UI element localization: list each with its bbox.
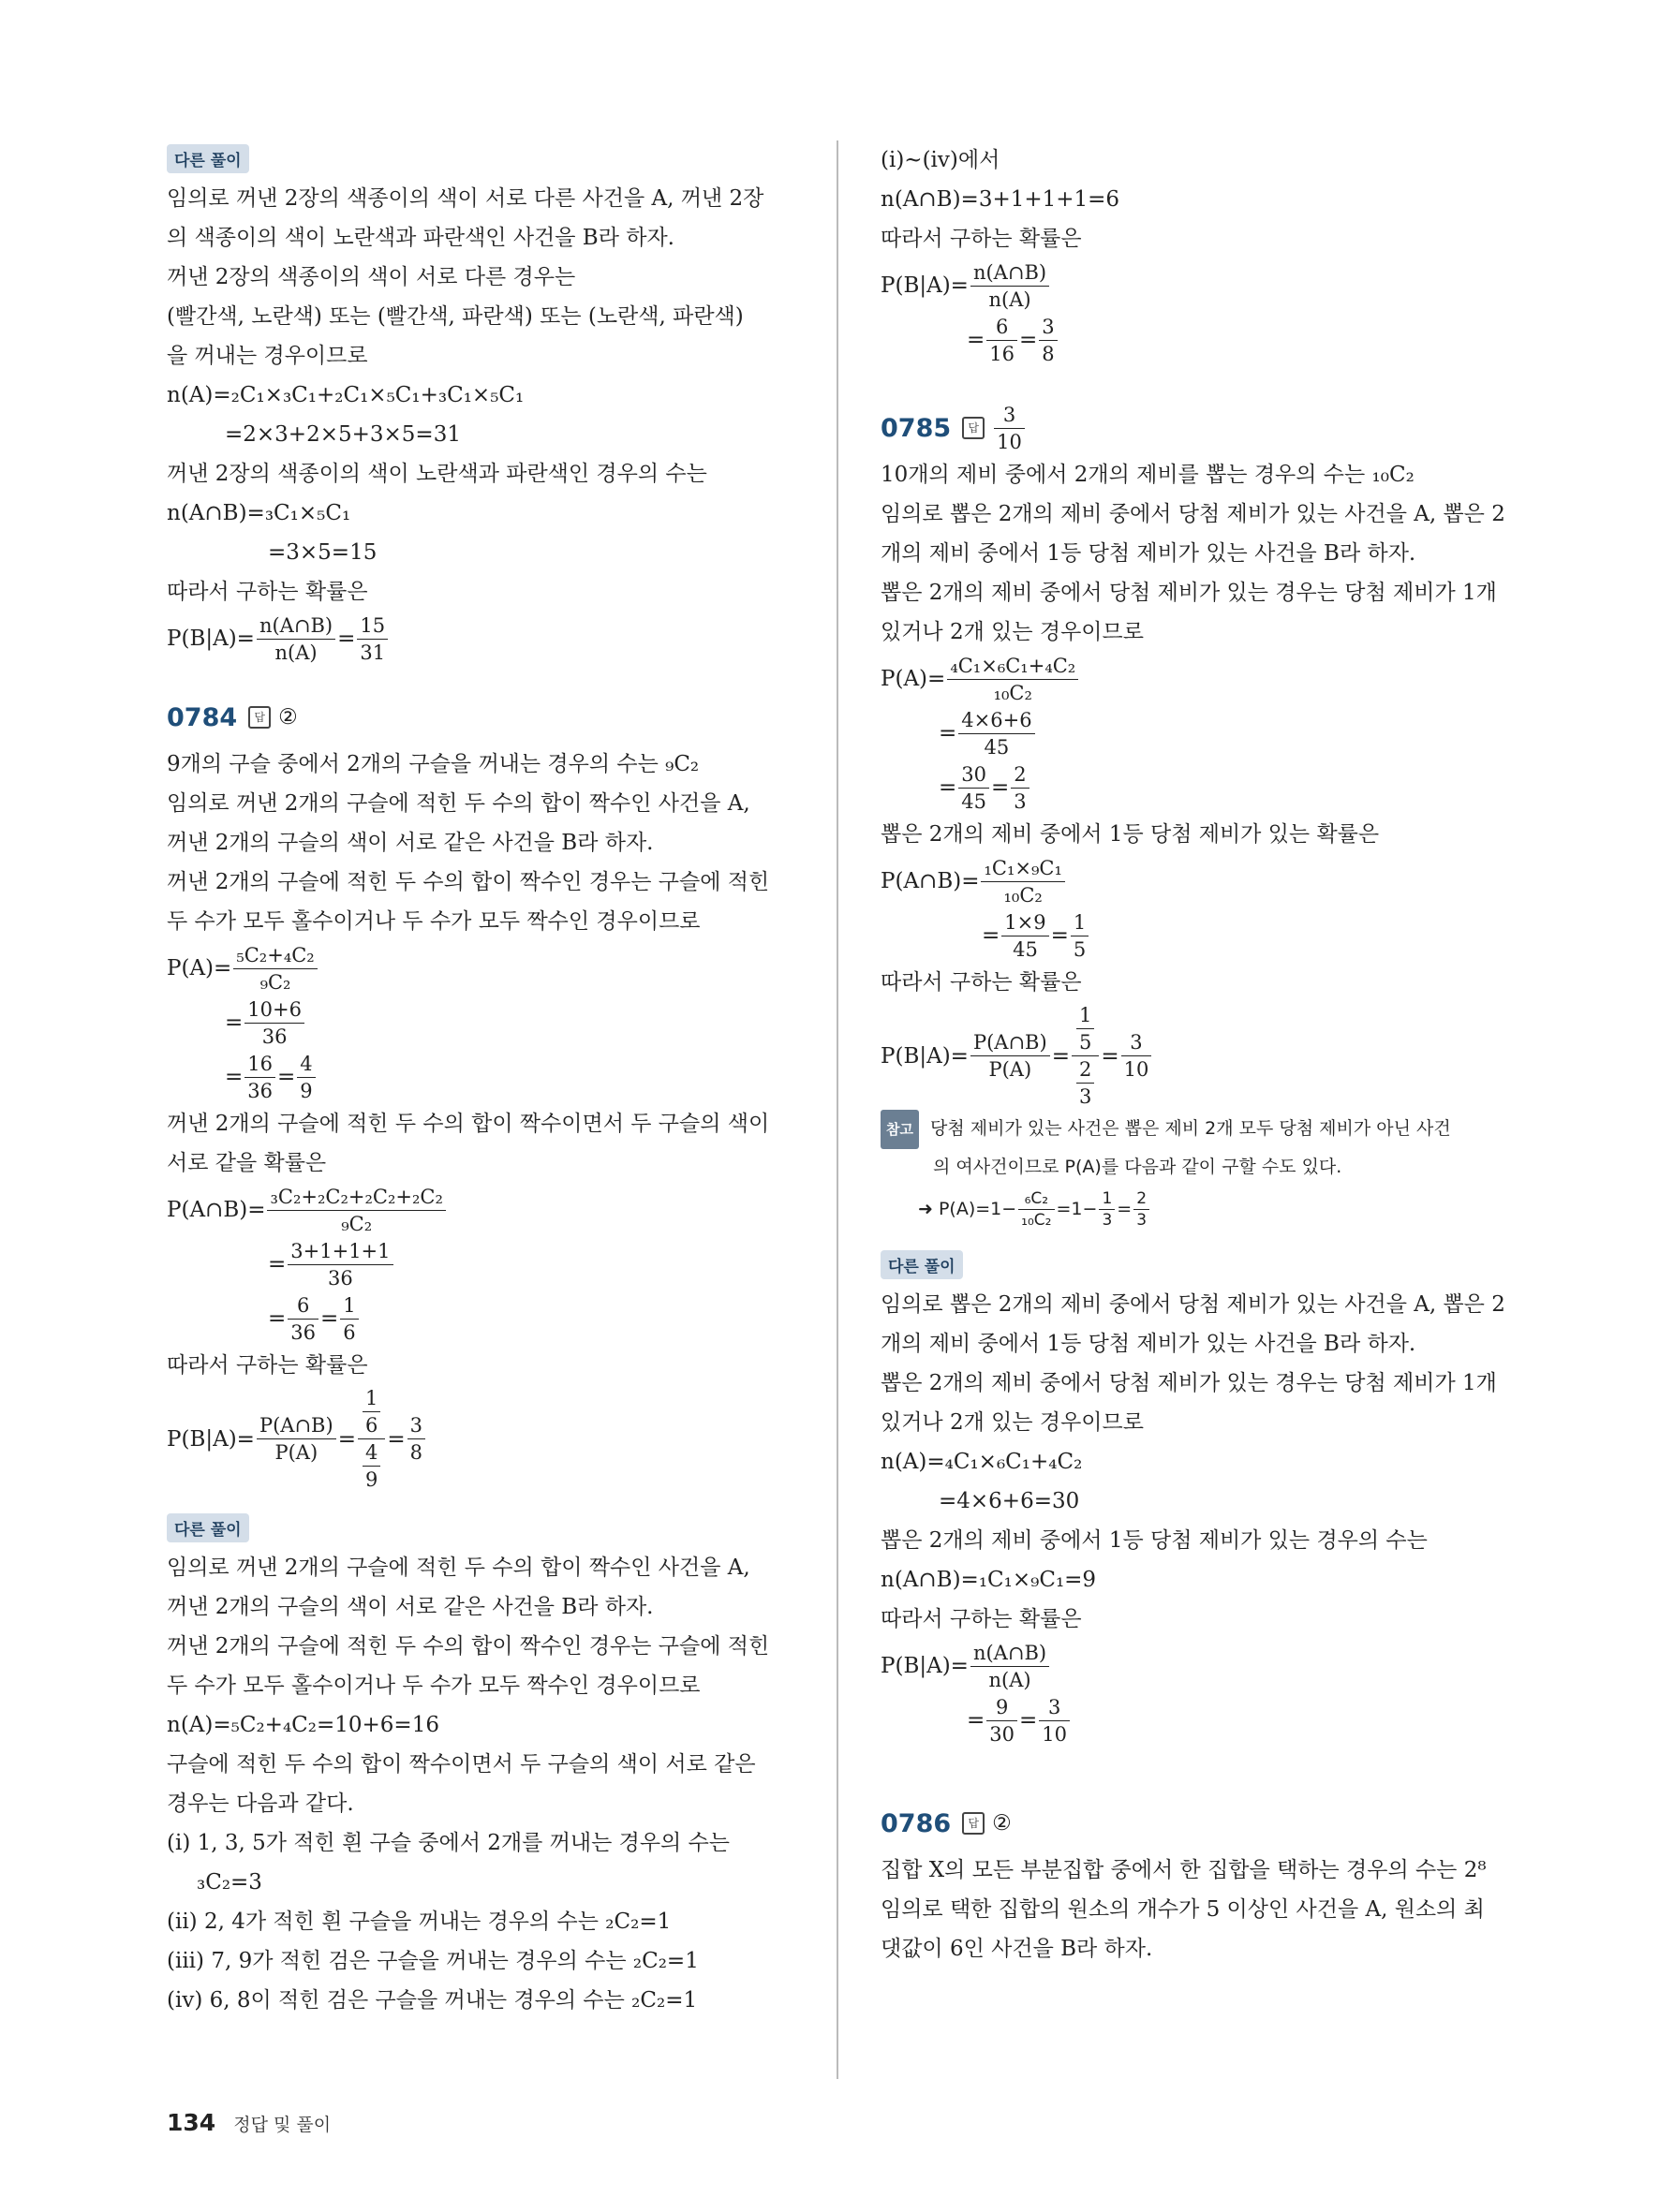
numerator: 2 — [1011, 761, 1029, 789]
equation-lhs: P(B|A)= — [881, 1654, 969, 1678]
numerator: 3 — [994, 402, 1025, 429]
numerator: 1 — [1071, 909, 1089, 936]
alt-solution-section — [881, 1246, 1518, 1747]
footer-title: 정답 및 풀이 — [233, 2115, 332, 2135]
problem-0785 — [881, 405, 1518, 1233]
fraction — [986, 1694, 1017, 1747]
equals-sign: = — [268, 1306, 287, 1331]
denominator — [1072, 1056, 1099, 1110]
equation-line: n(A)=₅C₂+₄C₂=10+6=16 — [167, 1713, 439, 1737]
fraction — [244, 1051, 275, 1104]
equation-lhs: P(B|A)= — [881, 1043, 969, 1069]
fraction — [257, 612, 335, 666]
text-line: 개의 제비 중에서 1등 당첨 제비가 있는 사건을 B라 하자. — [881, 541, 1416, 566]
continued-solution — [881, 140, 1518, 367]
pa-equation — [881, 652, 1518, 706]
fraction — [1099, 1188, 1115, 1231]
text-line: (i)~(iv)에서 — [881, 148, 1000, 172]
equals-sign: = — [1019, 328, 1038, 352]
text-line: 뽑은 2개의 제비 중에서 당첨 제비가 있는 경우는 당첨 제비가 1개 — [881, 581, 1497, 605]
reference-note — [881, 1110, 1518, 1233]
text-line: 경우는 다음과 같다. — [167, 1792, 354, 1816]
equals-sign: = — [982, 923, 1000, 948]
text-line: 집합 X의 모든 부분집합 중에서 한 집합을 택하는 경우의 수는 2⁸ — [881, 1858, 1487, 1882]
denominator: 3 — [1102, 1210, 1113, 1230]
text-line: 뽑은 2개의 제비 중에서 1등 당첨 제비가 있는 경우의 수는 — [881, 1528, 1428, 1553]
equation-line: =2×3+2×5+3×5=31 — [225, 422, 461, 447]
case-line: (ii) 2, 4가 적힌 흰 구슬을 꺼내는 경우의 수는 ₂C₂=1 — [167, 1910, 672, 1934]
numerator: 4×6+6 — [958, 707, 1034, 734]
calc-mid: =1− — [1056, 1199, 1098, 1219]
equals-sign: = — [1117, 1199, 1133, 1219]
equals-sign: = — [939, 721, 957, 745]
denominator: ₁₀C₂ — [1003, 883, 1043, 907]
text-line: 꺼낸 2개의 구슬에 적힌 두 수의 합이 짝수인 경우는 구슬에 적힌 — [167, 870, 770, 894]
fraction — [267, 1184, 445, 1237]
numerator: 1 — [340, 1292, 358, 1320]
numerator: 6 — [288, 1292, 318, 1320]
denominator: 3 — [1078, 1085, 1092, 1108]
equation-line: =3×5=15 — [268, 540, 378, 565]
equation-line: =4×6+6=30 — [939, 1489, 1080, 1513]
fraction — [986, 314, 1017, 367]
fraction — [363, 1385, 380, 1438]
answer-icon: 답 — [962, 417, 985, 439]
text-line: 꺼낸 2장의 색종이의 색이 서로 다른 경우는 — [167, 265, 576, 289]
text-line: 10개의 제비 중에서 2개의 제비를 뽑는 경우의 수는 ₁₀C₂ — [881, 463, 1415, 487]
denominator: n(A) — [274, 641, 318, 664]
fraction — [1001, 909, 1048, 963]
equation-line: ₃C₂=3 — [197, 1870, 262, 1895]
complex-fraction — [358, 1385, 385, 1493]
numerator: ₅C₂+₄C₂ — [233, 942, 317, 969]
text-line: (빨간색, 노란색) 또는 (빨간색, 파란색) 또는 (노란색, 파란색) — [167, 304, 744, 329]
fraction — [340, 1292, 358, 1346]
equals-sign: = — [337, 627, 356, 651]
numerator: 3 — [1121, 1029, 1152, 1056]
numerator: 1 — [1099, 1188, 1115, 1210]
fraction — [1018, 1188, 1054, 1231]
equation-lhs: P(A∩B)= — [881, 869, 980, 893]
text-line: 따라서 구하는 확률은 — [167, 580, 368, 604]
fraction — [363, 1439, 380, 1493]
pa-equation-step — [167, 1050, 794, 1104]
fraction — [970, 259, 1049, 313]
probability-equation — [167, 612, 794, 666]
text-line: 임의로 꺼낸 2개의 구슬에 적힌 두 수의 합이 짝수인 사건을 A, — [167, 791, 750, 816]
fraction — [1076, 1056, 1094, 1110]
equals-sign: = — [1050, 923, 1069, 948]
numerator: 1 — [363, 1385, 380, 1412]
denominator: 8 — [1042, 342, 1055, 365]
numerator: ₃C₂+₂C₂+₂C₂+₂C₂ — [267, 1184, 445, 1211]
text-line: 뽑은 2개의 제비 중에서 당첨 제비가 있는 경우는 당첨 제비가 1개 — [881, 1371, 1497, 1395]
problem-number: 0786 — [881, 1808, 952, 1838]
numerator: 3 — [1039, 1694, 1070, 1721]
fraction — [947, 653, 1078, 706]
column-divider — [837, 140, 838, 2079]
equals-sign: = — [1051, 1043, 1070, 1069]
pa-equation-step — [881, 706, 1518, 760]
equals-sign: = — [225, 1010, 244, 1035]
numerator: 2 — [1076, 1056, 1094, 1084]
text-line: 댓값이 6인 사건을 B라 하자. — [881, 1937, 1153, 1961]
text-line: 따라서 구하는 확률은 — [881, 227, 1082, 251]
fraction — [1133, 1188, 1149, 1231]
text-line: 꺼낸 2개의 구슬의 색이 서로 같은 사건을 B라 하자. — [167, 1595, 654, 1619]
fraction — [244, 996, 304, 1050]
text-line: 임의로 뽑은 2개의 제비 중에서 당첨 제비가 있는 사건을 A, 뽑은 2 — [881, 1292, 1505, 1317]
denominator: ₉C₂ — [341, 1212, 373, 1235]
denominator: 31 — [360, 641, 386, 664]
denominator: n(A) — [988, 1668, 1031, 1691]
left-column — [167, 140, 794, 2020]
fraction — [958, 761, 989, 815]
fraction — [970, 1029, 1050, 1083]
denominator: P(A) — [988, 1058, 1032, 1081]
text-line: 임의로 택한 집합의 원소의 개수가 5 이상인 사건을 A, 원소의 최 — [881, 1897, 1485, 1922]
pab-equation-step — [167, 1291, 794, 1346]
equation-line: n(A)=₂C₁×₃C₁+₂C₁×₅C₁+₃C₁×₅C₁ — [167, 383, 525, 407]
denominator — [358, 1439, 385, 1493]
denominator: 3 — [1014, 789, 1027, 813]
numerator: 2 — [1133, 1188, 1149, 1210]
denominator: 8 — [409, 1441, 422, 1464]
pa-equation-step — [881, 760, 1518, 815]
numerator: P(A∩B) — [970, 1029, 1050, 1056]
fraction — [1039, 1694, 1070, 1747]
equals-sign: = — [337, 1426, 356, 1452]
denominator: 3 — [1136, 1210, 1148, 1230]
text-line: 꺼낸 2장의 색종이의 색이 노란색과 파란색인 경우의 수는 — [167, 462, 707, 486]
numerator: ₆C₂ — [1018, 1188, 1054, 1210]
equation-lhs: P(A)= — [881, 667, 946, 691]
numerator: 10+6 — [244, 996, 304, 1024]
fraction — [970, 1640, 1049, 1693]
denominator: 36 — [328, 1266, 353, 1290]
text-line: 따라서 구하는 확률은 — [881, 970, 1082, 995]
denominator: 36 — [290, 1320, 317, 1344]
answer-icon: 답 — [962, 1812, 985, 1835]
denominator: 10 — [1042, 1722, 1068, 1746]
equals-sign: = — [277, 1065, 296, 1089]
equation-line: n(A∩B)=₃C₁×₅C₁ — [167, 501, 351, 525]
equation-lhs: P(B|A)= — [167, 1426, 255, 1452]
denominator: 30 — [989, 1722, 1015, 1746]
denominator: 6 — [364, 1414, 378, 1437]
denominator: ₁₀C₂ — [1021, 1210, 1052, 1230]
text-line: 꺼낸 2개의 구슬에 적힌 두 수의 합이 짝수인 경우는 구슬에 적힌 — [167, 1634, 770, 1659]
pab-equation — [881, 854, 1518, 908]
denominator: 9 — [300, 1079, 313, 1102]
equation-line: n(A∩B)=3+1+1+1=6 — [881, 187, 1120, 212]
numerator: n(A∩B) — [970, 1640, 1049, 1667]
fraction — [407, 1412, 425, 1466]
text-line: 9개의 구슬 중에서 2개의 구슬을 꺼내는 경우의 수는 ₉C₂ — [167, 752, 700, 776]
equals-sign: = — [967, 1708, 985, 1733]
text-line: 을 꺼내는 경우이므로 — [167, 344, 368, 368]
note-calculation — [881, 1185, 1518, 1233]
equals-sign: = — [320, 1306, 339, 1331]
equals-sign: = — [225, 1065, 244, 1089]
text-line: 두 수가 모두 홀수이거나 두 수가 모두 짝수인 경우이므로 — [167, 909, 701, 934]
denominator: 6 — [343, 1320, 356, 1344]
alt-solution-badge: 다른 풀이 — [881, 1250, 963, 1279]
equation-lhs: P(B|A)= — [881, 273, 969, 298]
probability-equation — [881, 258, 1518, 313]
text-line: 임의로 꺼낸 2개의 구슬에 적힌 두 수의 합이 짝수인 사건을 A, — [167, 1556, 750, 1580]
fraction — [257, 1412, 336, 1466]
denominator: 45 — [961, 789, 987, 813]
numerator: 1×9 — [1001, 909, 1048, 936]
equals-sign: = — [1101, 1043, 1119, 1069]
problem-header — [881, 405, 1518, 451]
denominator: ₉C₂ — [259, 970, 291, 994]
fraction — [288, 1292, 318, 1346]
numerator: ₁C₁×₉C₁ — [981, 855, 1064, 882]
answer-value: ② — [278, 705, 298, 730]
fraction — [958, 707, 1034, 760]
calc-prefix: ➜ P(A)=1− — [918, 1199, 1017, 1219]
text-line: 따라서 구하는 확률은 — [881, 1607, 1082, 1631]
case-line: (iv) 6, 8이 적힌 검은 구슬을 꺼내는 경우의 수는 ₂C₂=1 — [167, 1988, 698, 2013]
page-footer — [167, 2109, 331, 2136]
probability-equation — [881, 1639, 1518, 1693]
note-line — [881, 1110, 1518, 1149]
fraction — [1011, 761, 1029, 815]
fraction — [233, 942, 317, 995]
numerator: n(A∩B) — [257, 612, 335, 640]
numerator: 16 — [244, 1051, 275, 1078]
complex-fraction — [1072, 1002, 1099, 1110]
numerator — [358, 1385, 385, 1439]
text-line: 의 색종이의 색이 노란색과 파란색인 사건을 B라 하자. — [167, 226, 674, 250]
numerator: 30 — [958, 761, 989, 789]
equals-sign: = — [268, 1252, 287, 1276]
note-badge: 참고 — [881, 1110, 919, 1149]
equation-lhs: P(A∩B)= — [167, 1198, 266, 1222]
text-line: 꺼낸 2개의 구슬에 적힌 두 수의 합이 짝수이면서 두 구슬의 색이 — [167, 1112, 770, 1136]
probability-equation-step — [881, 1693, 1518, 1747]
case-line: (iii) 7, 9가 적힌 검은 구슬을 꺼내는 경우의 수는 ₂C₂=1 — [167, 1949, 699, 1973]
numerator: 3 — [407, 1412, 425, 1439]
denominator: n(A) — [988, 288, 1031, 311]
denominator: 9 — [364, 1468, 378, 1491]
answer-value: ② — [992, 1811, 1012, 1836]
fraction — [1121, 1029, 1152, 1083]
equals-sign: = — [939, 775, 957, 800]
text-line: 꺼낸 2개의 구슬의 색이 서로 같은 사건을 B라 하자. — [167, 831, 654, 855]
problem-header — [881, 1800, 1518, 1847]
denominator: 36 — [261, 1025, 288, 1048]
problem-header — [167, 694, 794, 741]
case-line: (i) 1, 3, 5가 적힌 흰 구슬 중에서 2개를 꺼내는 경우의 수는 — [167, 1831, 731, 1855]
pa-equation-step — [167, 995, 794, 1050]
numerator: 15 — [357, 612, 388, 640]
fraction — [357, 612, 388, 666]
numerator: ₄C₁×₆C₁+₄C₂ — [947, 653, 1078, 680]
pba-equation — [167, 1385, 794, 1493]
text-line: 두 수가 모두 홀수이거나 두 수가 모두 짝수인 경우이므로 — [167, 1674, 701, 1698]
denominator: ₁₀C₂ — [993, 681, 1032, 704]
numerator: n(A∩B) — [970, 259, 1049, 287]
fraction — [1039, 314, 1057, 367]
fraction — [1076, 1002, 1094, 1055]
fraction — [297, 1051, 315, 1104]
alt-solution-section — [167, 1510, 794, 2020]
note-text: 당첨 제비가 있는 사건은 뽑은 제비 2개 모두 당첨 제비가 아닌 사건 — [929, 1118, 1451, 1139]
alt-solution-section — [167, 140, 794, 666]
text-line: 있거나 2개 있는 경우이므로 — [881, 620, 1144, 644]
pa-equation — [167, 941, 794, 995]
fraction — [981, 855, 1064, 908]
pab-equation-step — [881, 908, 1518, 963]
pab-equation — [167, 1183, 794, 1237]
numerator: 6 — [986, 314, 1017, 341]
denominator: 36 — [247, 1079, 274, 1102]
denominator: 10 — [1123, 1058, 1149, 1081]
denominator: 10 — [997, 430, 1022, 453]
answer-value — [994, 402, 1025, 455]
text-line: 개의 제비 중에서 1등 당첨 제비가 있는 사건을 B라 하자. — [881, 1332, 1416, 1356]
text-line: 따라서 구하는 확률은 — [167, 1353, 368, 1378]
equation-line: n(A)=₄C₁×₆C₁+₄C₂ — [881, 1450, 1083, 1474]
denominator: 5 — [1078, 1031, 1092, 1054]
problem-number: 0784 — [167, 702, 238, 732]
numerator — [1072, 1002, 1099, 1056]
problem-0784 — [167, 694, 794, 1493]
pba-equation — [881, 1002, 1518, 1110]
equals-sign: = — [387, 1426, 406, 1452]
problem-0786 — [881, 1800, 1518, 1969]
numerator: 3 — [1039, 314, 1057, 341]
numerator: 1 — [1076, 1002, 1094, 1029]
numerator: P(A∩B) — [257, 1412, 336, 1439]
text-line: 서로 같을 확률은 — [167, 1151, 327, 1175]
equals-sign: = — [967, 328, 985, 352]
pab-equation-step — [167, 1237, 794, 1291]
equation-lhs: P(B|A)= — [167, 627, 255, 651]
equation-line: n(A∩B)=₁C₁×₉C₁=9 — [881, 1568, 1097, 1592]
page-number: 134 — [167, 2109, 216, 2136]
fraction — [288, 1238, 393, 1291]
denominator: 5 — [1073, 937, 1087, 961]
numerator: 9 — [986, 1694, 1017, 1721]
text-line: 임의로 뽑은 2개의 제비 중에서 당첨 제비가 있는 사건을 A, 뽑은 2 — [881, 502, 1505, 526]
equation-lhs: P(A)= — [167, 956, 232, 981]
problem-number: 0785 — [881, 413, 952, 443]
note-line: 의 여사건이므로 P(A)를 다음과 같이 구할 수도 있다. — [933, 1157, 1342, 1177]
text-line: 구슬에 적힌 두 수의 합이 짝수이면서 두 구슬의 색이 서로 같은 — [167, 1752, 756, 1777]
denominator: 45 — [1013, 937, 1038, 961]
text-line: 있거나 2개 있는 경우이므로 — [881, 1410, 1144, 1435]
denominator: P(A) — [274, 1441, 318, 1464]
equals-sign: = — [1019, 1708, 1038, 1733]
right-column — [881, 140, 1518, 1969]
text-line: 임의로 꺼낸 2장의 색종이의 색이 서로 다른 사건을 A, 꺼낸 2장 — [167, 186, 764, 211]
alt-solution-badge: 다른 풀이 — [167, 144, 249, 173]
equals-sign: = — [991, 775, 1010, 800]
text-line: 뽑은 2개의 제비 중에서 1등 당첨 제비가 있는 확률은 — [881, 822, 1380, 847]
numerator: 4 — [363, 1439, 380, 1467]
probability-equation-step — [881, 313, 1518, 367]
fraction — [1071, 909, 1089, 963]
answer-icon: 답 — [248, 706, 271, 729]
alt-solution-badge: 다른 풀이 — [167, 1513, 249, 1542]
denominator: 45 — [984, 735, 1010, 759]
numerator: 3+1+1+1 — [288, 1238, 393, 1265]
denominator: 16 — [989, 342, 1015, 365]
numerator: 4 — [297, 1051, 315, 1078]
